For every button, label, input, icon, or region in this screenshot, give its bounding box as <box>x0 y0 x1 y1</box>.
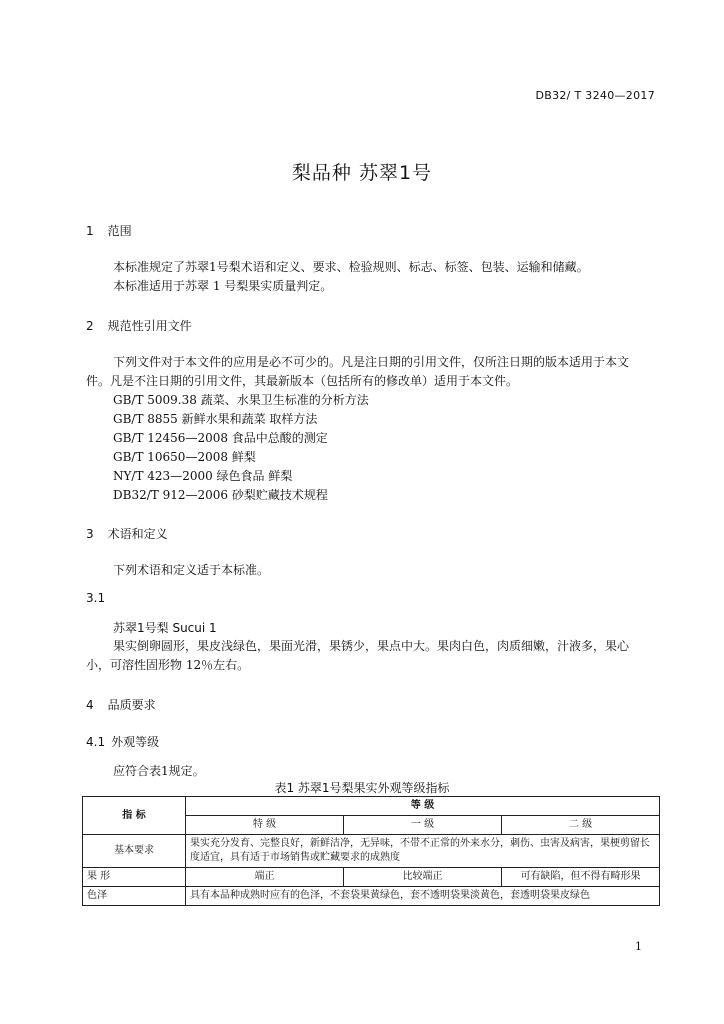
header-grade-second: 二 级 <box>502 816 660 835</box>
section-number: 1 <box>86 224 94 238</box>
paragraph: 件。凡是不注日期的引用文件，其最新版本（包括所有的修改单）适用于本文件。 <box>86 374 519 388</box>
section-1-heading <box>86 222 132 239</box>
table-row <box>83 835 660 868</box>
section-number: 3 <box>86 527 94 541</box>
section-2-heading <box>86 317 192 334</box>
subsection-number: 3.1 <box>86 591 106 605</box>
reference-item: DB32/T 912—2006 砂梨贮藏技术规程 <box>113 488 328 502</box>
section-4-heading <box>86 696 156 713</box>
paragraph: 小，可溶性固形物 12％左右。 <box>86 658 250 672</box>
subsection-title: 外观等级 <box>111 735 160 749</box>
document-title: 梨品种 苏翠1号 <box>291 162 433 184</box>
reference-item: GB/T 10650—2008 鲜梨 <box>113 450 256 464</box>
row-content: 果实充分发育、完整良好，新鲜洁净，无异味，不带不正常的外来水分，刺伤、虫害及病害，果梗剪留长度适宜，具有适于市场销售或贮藏要求的成熟度 <box>186 835 660 868</box>
reference-item: NY/T 423—2000 绿色食品 鲜梨 <box>113 469 293 483</box>
row-content: 具有本品种成熟时应有的色泽，不套袋果黄绿色，套不透明袋果淡黄色，套透明袋果皮绿色 <box>186 887 660 906</box>
header-grade-first: 一 级 <box>344 816 502 835</box>
section-title: 范围 <box>107 224 132 238</box>
paragraph: 下列文件对于本文件的应用是必不可少的。凡是注日期的引用文件，仅所注日期的版本适用于本文 <box>113 355 630 369</box>
header-grade: 等 级 <box>186 797 660 816</box>
reference-item: GB/T 5009.38 蔬菜、水果卫生标准的分析方法 <box>113 393 369 407</box>
table-row <box>83 887 660 906</box>
table-header-row <box>83 797 660 816</box>
section-number: 4 <box>86 698 94 712</box>
page-number: 1 <box>635 940 642 953</box>
subsection-4-1-heading <box>86 733 159 750</box>
header-index: 指 标 <box>83 797 186 835</box>
row-label: 色泽 <box>83 887 186 906</box>
term-name: 苏翠1号梨 Sucui 1 <box>113 621 217 635</box>
reference-item: GB/T 8855 新鲜水果和蔬菜 取样方法 <box>113 412 318 426</box>
section-number: 2 <box>86 319 94 333</box>
table-caption: 表1 苏翠1号梨果实外观等级指标 <box>274 781 450 795</box>
reference-item: GB/T 12456—2008 食品中总酸的测定 <box>113 431 328 445</box>
paragraph: 果实倒卵圆形，果皮浅绿色，果面光滑，果锈少，果点中大。果肉白色，肉质细嫩，汁液多，果心 <box>113 639 630 653</box>
paragraph: 下列术语和定义适于本标准。 <box>113 563 270 577</box>
section-3-heading <box>86 525 168 542</box>
subsection-number: 4.1 <box>86 735 106 749</box>
section-title: 规范性引用文件 <box>107 319 192 333</box>
header-grade-special: 特 级 <box>186 816 344 835</box>
section-title: 品质要求 <box>107 698 156 712</box>
cell-grade-second: 可有缺陷，但不得有畸形果 <box>502 868 660 887</box>
row-label: 基本要求 <box>83 835 186 868</box>
section-title: 术语和定义 <box>107 527 168 541</box>
standard-number: DB32/ T 3240—2017 <box>535 89 655 102</box>
row-label: 果 形 <box>83 868 186 887</box>
table-row <box>83 868 660 887</box>
paragraph: 本标准适用于苏翠 1 号梨果实质量判定。 <box>113 279 333 293</box>
cell-grade-special: 端正 <box>186 868 344 887</box>
appearance-grade-table <box>82 796 660 906</box>
paragraph: 本标准规定了苏翠1号梨术语和定义、要求、检验规则、标志、标签、包装、运输和储藏。 <box>113 260 589 274</box>
paragraph: 应符合表1规定。 <box>113 764 205 778</box>
cell-grade-first: 比较端正 <box>344 868 502 887</box>
